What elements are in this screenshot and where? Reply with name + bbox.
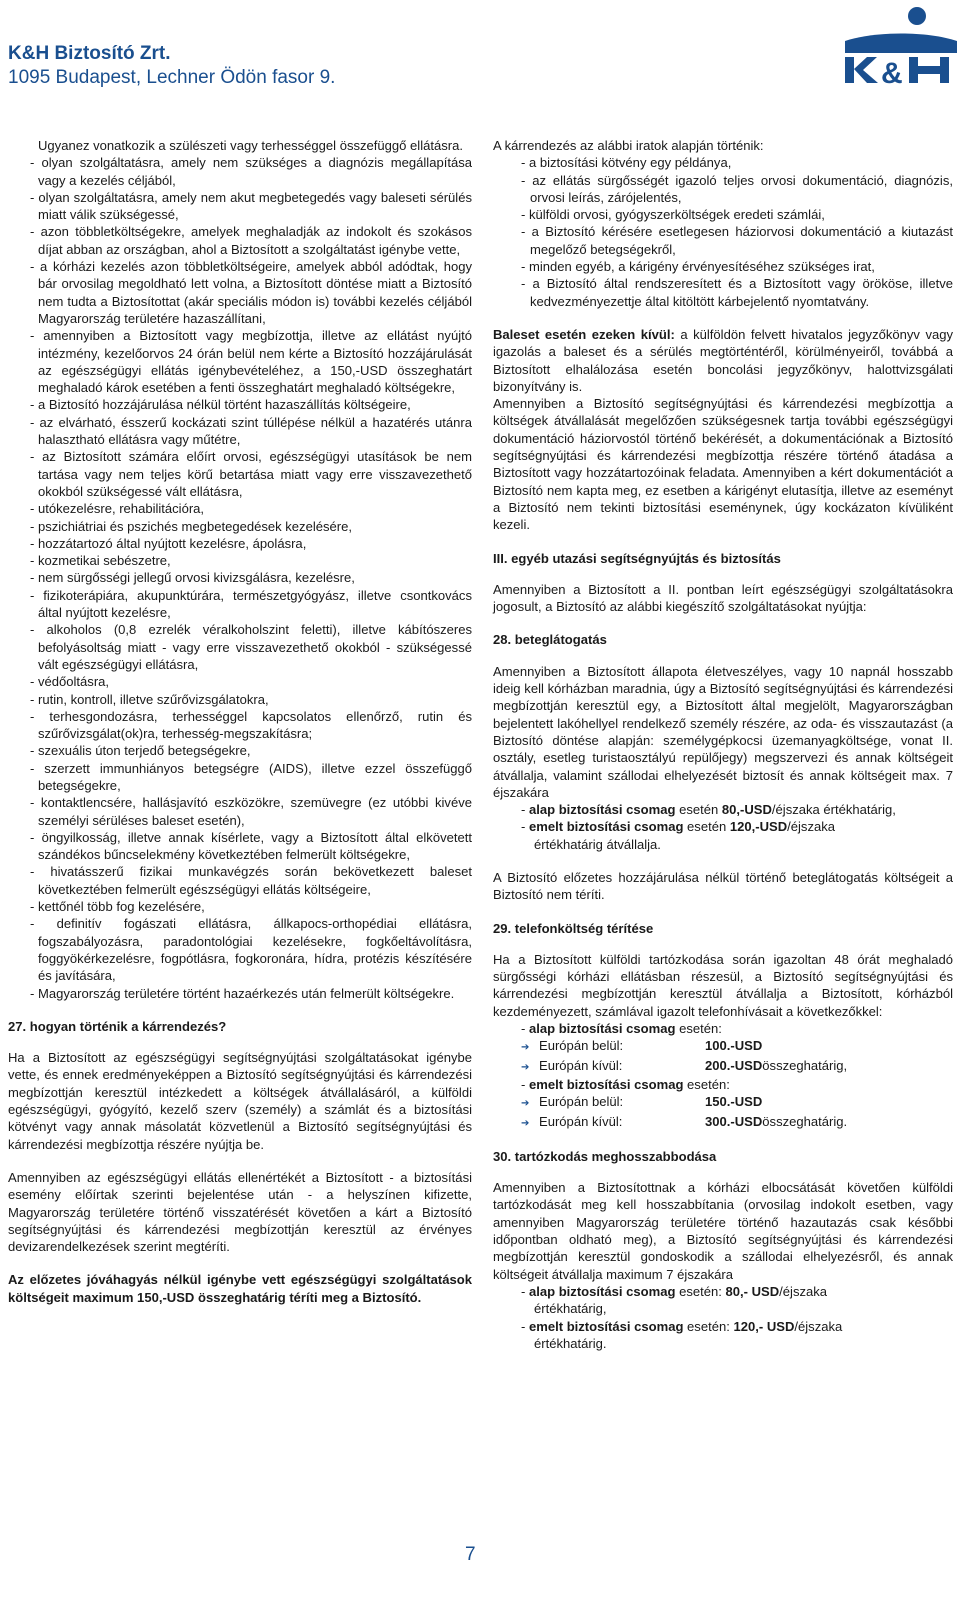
- documents-intro: A kárrendezés az alábbi iratok alapján történik:: [493, 138, 764, 153]
- s28-extra-mid: esetén: [683, 819, 730, 835]
- kh-logo: [845, 5, 957, 85]
- s28-extra-tail: értékhatárig átvállalja.: [534, 836, 661, 852]
- exclusion-item: - azon többletköltségekre, amelyek meghaladják az indokolt és szokásos díjat abban az országban, ahol a Biztosított a szolgáltatást igénybe vette,: [8, 223, 472, 258]
- exclusion-item: - amennyiben a Biztosított vagy megbízottja, illetve az ellátást nyújtó intézmény, kezelőorvos 24 órán belül nem kérte a Biztosító hozzájárulását az egészségügyi ellátás igénybevételéhez, a 150,-USD összeghatárt meghaladó károk esetében a fenti összeghatárt meghaladó költségekre,: [8, 327, 472, 396]
- exclusion-item: - szerzett immunhiányos betegségre (AIDS), illetve ezzel összefüggő betegségekre,: [8, 760, 472, 795]
- price-row-label: Európán belül:: [539, 1094, 624, 1110]
- exclusion-item: - pszichiátriai és pszichés megbetegedések kezelésére,: [8, 518, 472, 535]
- s28-basic-end: /éjszaka értékhatárig,: [771, 802, 896, 818]
- exclusion-item: - alkoholos (0,8 ezrelék véralkoholszint feletti), illetve kábítószeres befolyásoltság miatt - vagy erre visszavezethető okokból - szükségessé vált egészségügyi ellátásra,: [8, 621, 472, 673]
- section-28-paragraph-2: A Biztosító előzetes hozzájárulása nélkül történő beteglátogatás költségeit a Biztosító nem téríti.: [493, 869, 953, 903]
- accident-text: a külföldön felvett hivatalos jegyzőkönyv vagy igazolás a baleset és a sérülés megtörténtéről, körülményeiről, továbbá a Biztosított elhalálozása esetén boncolási jegyzőkönyv, halottvizsgálati bizonyítvány is.: [493, 326, 953, 394]
- s28-basic-label: alap biztosítási csomag: [528, 802, 676, 818]
- arrow-icon: ➔: [521, 1098, 530, 1110]
- section-30-paragraph: Amennyiben a Biztosítottnak a kórházi elbocsátását követően külföldi tartózkodását meg kell hosszabbítania (orvosilag indokolt esetben, vagy amennyiben Magyarország területére történő hazautazás csak későbbi időpontban oldható meg), a Biztosító segítségnyújtási és kárrendezési megbízottján keresztül gondoskodik a szállodai elhelyezésről, és annak költségeit átvállalja maximum 7 éjszakára: [493, 1180, 953, 1282]
- s30-basic-tail: értékhatárig,: [534, 1301, 607, 1317]
- exclusion-item: - a kórházi kezelés azon többletköltségeire, amelyek abból adódtak, hogy bár orvosilag megoldható lett volna, a Biztosított döntése miatt a Biztosító nem tudta a Biztosítottat (akár speciális módon is) további kezelés céljából Magyarország területére hazaszállítani,: [8, 258, 472, 327]
- s30-extra-mid: esetén:: [683, 1318, 734, 1334]
- section-27-paragraph-1: Ha a Biztosított az egészségügyi segítségnyújtási szolgáltatásokat igénybe vette, és ennek eredményeképpen a Biztosító segítségnyújtási és kárrendezési megbízottján keresztül intézkedett a költségek átvállalásáról, a külföldi egészségügyi, gyógyító, kezelő szerv (személy) a számlát és a biztosítási kötvényt vagy annak másolatát közvetlenül a Biztosító segítségnyújtási és kárrendezési megbízottja részére nyújtja be.: [8, 1050, 472, 1152]
- s30-basic-label: alap biztosítási csomag: [528, 1283, 676, 1299]
- price-row: [521, 1037, 953, 1056]
- accident-paragraph: [493, 326, 953, 395]
- exclusion-item: - kontaktlencsére, hallásjavító eszközökre, szemüvegre (ez utóbbi kivéve személyi sérüléses baleset esetén),: [8, 794, 472, 829]
- exclusion-item: - olyan szolgáltatásra, amely nem szükséges a diagnózis megállapítása vagy a kezelés céljából,: [8, 154, 472, 189]
- arrow-icon: ➔: [521, 1042, 530, 1054]
- s28-basic-amount: 80,-USD: [721, 802, 772, 818]
- document-item: - minden egyéb, a kárigény érvényesítéséhez szükséges irat,: [493, 258, 953, 275]
- exclusion-item: - hozzátartozó által nyújtott kezelésre, ápolásra,: [8, 535, 472, 552]
- documents-list: [493, 154, 953, 310]
- section-29-title: 29. telefonköltség térítése: [493, 920, 654, 936]
- exclusion-item: - olyan szolgáltatásra, amely nem akut megbetegedés vagy baleseti sérülés miatt válik szükségessé,: [8, 189, 472, 224]
- exclusion-item: - rutin, kontroll, illetve szűrővizsgálatokra,: [8, 691, 472, 708]
- accident-paragraph-2: Amennyiben a Biztosító segítségnyújtási és kárrendezési megbízottja a költségek átvállalását megelőzően szükségesnek tartja további egészségügyi dokumentáció háziorvostól történő bekérését, a dokumentációnak a Biztosító segítségnyújtási és kárrendezési megbízottja részére történő átadása a Biztosított vagy hozzátartozóinak feladata. Amennyiben a kért dokumentációt a Biztosító nem kapta meg, ez esetben a kárigényt elutasítja, illetve az eseményt a Biztosító nem tekinti biztosítási eseménynek, úgy kockázaton kívüliként kezeli.: [493, 396, 953, 533]
- document-item: - a Biztosító által rendszeresített és a Biztosított vagy örököse, illetve kedvezményezettje által kitöltött kárbejelentő nyomtatvány.: [493, 275, 953, 310]
- right-column: [493, 137, 953, 1352]
- s30-extra-tail: értékhatárig.: [534, 1335, 607, 1351]
- company-address: 1095 Budapest, Lechner Ödön fasor 9.: [8, 67, 336, 88]
- document-item: - külföldi orvosi, gyógyszerköltségek eredeti számlái,: [493, 206, 953, 223]
- s29-extra-rows: [493, 1093, 953, 1132]
- price-row: [521, 1057, 953, 1076]
- s28-extra-amount: 120,-USD: [729, 819, 788, 835]
- document-item: - az ellátás sürgősségét igazoló teljes orvosi dokumentáció, diagnózis, orvosi leírás, zárójelentés,: [493, 172, 953, 207]
- price-row-amount: 300.-USD: [705, 1113, 763, 1129]
- exclusion-item: - szexuális úton terjedő betegségekre,: [8, 742, 472, 759]
- exclusion-item: - védőoltásra,: [8, 673, 472, 690]
- arrow-icon: ➔: [521, 1117, 530, 1129]
- left-column: [8, 137, 472, 1306]
- price-row-suffix: összeghatárig.: [762, 1113, 848, 1129]
- section-3-title: III. egyéb utazási segítségnyújtás és biztosítás: [493, 550, 781, 566]
- svg-text:&: &: [881, 57, 903, 85]
- price-row-label: Európán kívül:: [539, 1113, 623, 1129]
- section-27-bold-note: Az előzetes jóváhagyás nélkül igénybe vett egészségügyi szolgáltatások költségeit maximum 150,-USD összeghatárig téríti meg a Biztosító.: [8, 1272, 472, 1305]
- s30-basic-amount: 80,- USD: [725, 1283, 780, 1299]
- section-28-title: 28. beteglátogatás: [493, 632, 607, 648]
- section-28-paragraph: Amennyiben a Biztosított állapota életveszélyes, vagy 10 napnál hosszabb ideig kell kórházban maradnia, úgy a Biztosító segítségnyújtási és kárrendezési megbízottján keresztül egy, a Biztosított által megjelölt, Magyarországban bejelentett lakóhellyel rendelkező személy részére, az oda- és visszautazást (a Biztosító döntése alapján: személygépkocsi üzemanyagköltsége, vonat II. osztály, esetleg turistaosztályú repülőjegy) megszervezi és annak költségeit átvállalja, valamint szállodai elhelyezését biztosít és annak költségeit max. 7 éjszakára: [493, 663, 953, 800]
- price-row-amount: 200.-USD: [705, 1057, 763, 1073]
- section-30-title: 30. tartózkodás meghosszabbodása: [493, 1148, 717, 1164]
- section-27-title: 27. hogyan történik a kárrendezés?: [8, 1018, 227, 1034]
- s30-extra-label: emelt biztosítási csomag: [528, 1318, 684, 1334]
- s30-extra-end: /éjszaka: [794, 1318, 843, 1334]
- exclusion-item: - az elvárható, ésszerű kockázati szint túllépése nélkül a hazatérés utánra halasztható ellátásra vagy műtétre,: [8, 414, 472, 449]
- document-item: - a biztosítási kötvény egy példánya,: [493, 154, 953, 171]
- exclusions-list: [8, 154, 472, 1002]
- company-header: [8, 42, 335, 90]
- exclusion-item: - a Biztosító hozzájárulása nélkül történt hazaszállítás költségeire,: [8, 396, 472, 413]
- exclusion-item: - kettőnél több fog kezelésére,: [8, 898, 472, 915]
- s30-basic-mid: esetén:: [675, 1283, 726, 1299]
- left-intro: Ugyanez vonatkozik a szülészeti vagy terhességgel összefüggő ellátásra.: [38, 138, 463, 153]
- s29-basic-rows: [493, 1037, 953, 1076]
- s29-basic-package: - alap biztosítási csomag esetén:: [521, 1021, 722, 1037]
- s30-basic-package: - alap biztosítási csomag esetén: 80,- USD/éjszaka: [521, 1283, 828, 1299]
- exclusion-item: - nem sürgősségi jellegű orvosi kivizsgálásra, kezelésre,: [8, 569, 472, 586]
- accident-bold-lead: Baleset esetén ezeken kívül:: [493, 326, 675, 342]
- s30-extra-package: - emelt biztosítási csomag esetén: 120,- USD/éjszaka: [521, 1318, 843, 1334]
- s30-basic-end: /éjszaka: [779, 1283, 828, 1299]
- s29-extra-package: - emelt biztosítási csomag esetén:: [521, 1076, 730, 1092]
- exclusion-item: - utókezelésre, rehabilitációra,: [8, 500, 472, 517]
- price-row: [521, 1093, 953, 1112]
- section-29-paragraph: Ha a Biztosított külföldi tartózkodása során igazoltan 48 órát meghaladó sürgősségi kórházi ellátásban részesül, a Biztosító segítségnyújtási és kárrendezési megbízottján keresztül átvállalja a Biztosított, kórházból kezdeményezett, számlával igazolt telefonhívásait a következőkkel:: [493, 951, 953, 1019]
- document-item: - a Biztosító kérésére esetlegesen háziorvosi dokumentáció a kiutazást megelőző betegségekről,: [493, 223, 953, 258]
- s29-extra-suffix: esetén:: [683, 1076, 730, 1092]
- exclusion-item: - Magyarország területére történt hazaérkezés után felmerült költségekre.: [8, 985, 472, 1002]
- exclusion-item: - fizikoterápiára, akupunktúrára, természetgyógyász, illetve csontkovács által nyújtott kezelésre,: [8, 587, 472, 622]
- company-name: K&H Biztosító Zrt.: [8, 43, 171, 64]
- arrow-icon: ➔: [521, 1061, 530, 1073]
- exclusion-item: - hivatásszerű fizikai munkavégzés során bekövetkezett baleset következtében felmerült egészségügyi ellátás költségeire,: [8, 863, 472, 898]
- price-row-label: Európán kívül:: [539, 1057, 623, 1073]
- exclusion-item: - definitív fogászati ellátásra, állkapocs-orthopédiai ellátásra, fogszabályozásra, paradontológiai kezelésekre, fogkőeltávolításra, foggyökérkezelésre, fogpótlásra, fogkoronára, hídra, protézis készítésére és javítására,: [8, 915, 472, 984]
- page-number: 7: [465, 1544, 476, 1565]
- exclusion-item: - terhesgondozásra, terhességgel kapcsolatos ellenőrző, rutin és szűrővizsgálat(ok)ra, terhesség-megszakításra;: [8, 708, 472, 743]
- price-row-amount: 100.-USD: [705, 1038, 763, 1054]
- price-row-amount: 150.-USD: [705, 1094, 763, 1110]
- price-row: [521, 1113, 953, 1132]
- s28-basic-mid: esetén: [675, 802, 722, 818]
- section-3-paragraph: Amennyiben a Biztosított a II. pontban leírt egészségügyi szolgáltatásokra jogosult, a Biztosító az alábbi kiegészítő szolgáltatásokat nyújtja:: [493, 581, 953, 615]
- s29-extra-label: emelt biztosítási csomag: [528, 1076, 684, 1092]
- s28-extra-package: - emelt biztosítási csomag esetén 120,-USD/éjszaka: [521, 819, 836, 835]
- exclusion-item: - öngyilkosság, illetve annak kísérlete, vagy a Biztosított által elkövetett szándékos bűncselekmény következtében felmerült költségekre,: [8, 829, 472, 864]
- s28-extra-label: emelt biztosítási csomag: [528, 819, 684, 835]
- section-27-paragraph-2: Amennyiben az egészségügyi ellátás ellenértékét a Biztosított - a biztosítási esemény előírtak szerinti bejelentése után - a helyszínen kifizette, Magyarország területére történő visszatérését követően a kárt a Biztosító segítségnyújtási és kárrendezési megbízottján keresztül az érvényes devizarendelkezések szerint megtérítі.: [8, 1169, 472, 1255]
- s30-extra-amount: 120,- USD: [733, 1318, 795, 1334]
- exclusion-item: - az Biztosított számára előírt orvosi, egészségügyi utasítások be nem tartása vagy nem teljes körű betartása miatt vagy erre visszavezethető okokból szükségessé vált ellátásra,: [8, 448, 472, 500]
- price-row-suffix: összeghatárig,: [762, 1057, 848, 1073]
- exclusion-item: - kozmetikai sebészetre,: [8, 552, 472, 569]
- s28-basic-package: - alap biztosítási csomag esetén 80,-USD/éjszaka értékhatárig,: [521, 802, 896, 818]
- s28-extra-end: /éjszaka: [787, 819, 836, 835]
- s29-basic-label: alap biztosítási csomag: [528, 1021, 676, 1037]
- s29-basic-suffix: esetén:: [675, 1021, 722, 1037]
- price-row-label: Európán belül:: [539, 1038, 624, 1054]
